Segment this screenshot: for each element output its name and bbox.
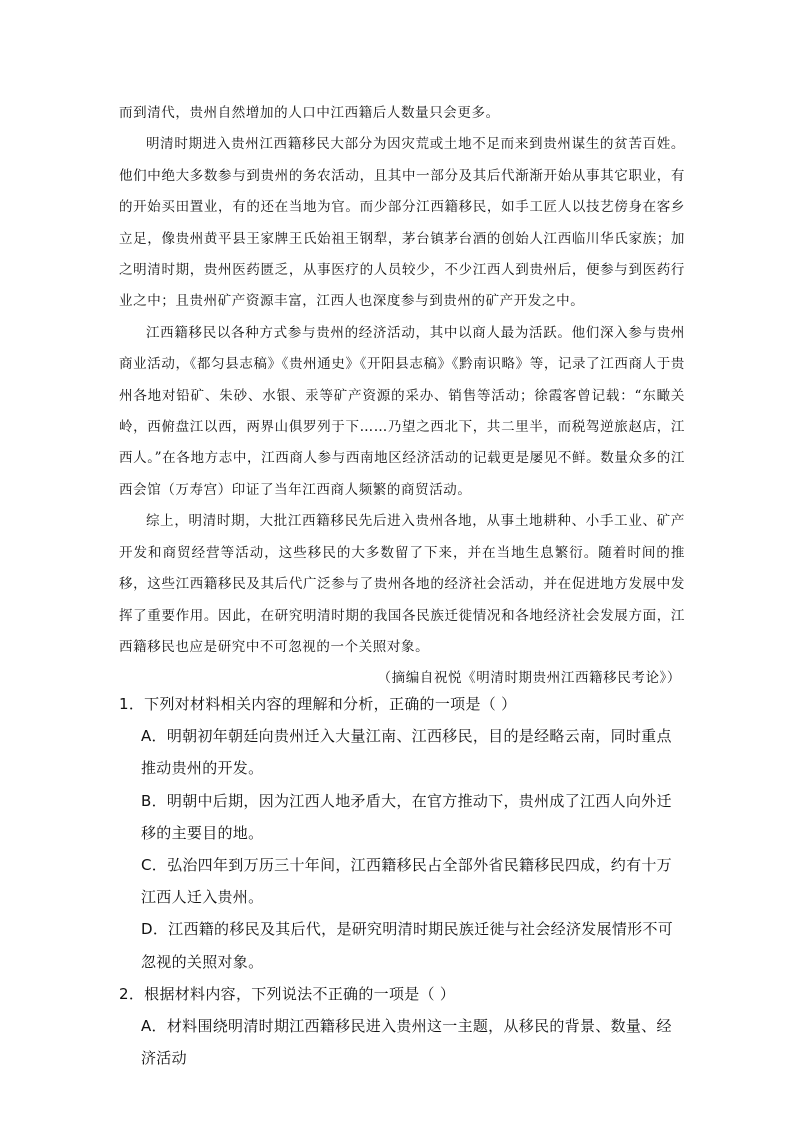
passage-paragraph: 综上，明清时期，大批江西籍移民先后进入贵州各地，从事土地耕种、小手工业、矿产开发和商贸经营等活动，这些移民的大多数留了下来，并在当地生息繁衍。随着时间的推移，这些江西籍移民及其后代广泛参与了贵州各地的经济社会活动，并在促进地方发展中发挥了重要作用。因此，在研究明清时期的我国各民族迁徙情况和各地经济社会发展方面，江西籍移民也应是研究中不可忽视的一个关照对象。 <box>119 513 685 655</box>
reading-passage <box>119 98 685 695</box>
option-d[interactable]: D．江西籍的移民及其后代，是研究明清时期民族迁徙与社会经济发展情形不可忽视的关照对象。 <box>141 920 674 971</box>
option-a[interactable]: A．明朝初年朝廷向贵州迁入大量江南、江西移民，目的是经略云南，同时重点推动贵州的开发。 <box>141 727 672 778</box>
passage-paragraph: 江西籍移民以各种方式参与贵州的经济活动，其中以商人最为活跃。他们深入参与贵州商业活动，《都匀县志稿》《贵州通史》《开阳县志稿》《黔南识略》等，记录了江西商人于贵州各地对铅矿、朱砂、水银、汞等矿产资源的采办、销售等活动；徐霞客曾记载：“东瞰关岭，西俯盘江以西，两界山俱罗列于下……乃望之西北下，共二里半，而税驾逆旅赵店，江西人。”在各地方志中，江西商人参与西南地区经济活动的记载更是屡见不鲜。数量众多的江西会馆（万寿宫）印证了当年江西商人频繁的商贸活动。 <box>119 324 685 498</box>
option-a[interactable]: A．材料围绕明清时期江西籍移民进入贵州这一主题，从移民的背景、数量、经济活动 <box>141 1017 672 1068</box>
question-stem: 2．根据材料内容，下列说法不正确的一项是（ ） <box>119 984 456 1003</box>
passage-paragraph-continuation: 而到清代，贵州自然增加的人口中江西籍后人数量只会更多。 <box>119 105 500 121</box>
question-1 <box>119 688 685 978</box>
passage-paragraph: 明清时期进入贵州江西籍移民大部分为因灾荒或土地不足而来到贵州谋生的贫苦百姓。他们中绝大多数参与到贵州的务农活动，且其中一部分及其后代渐渐开始从事其它职业，有的开始买田置业，有的还在当地为官。而少部分江西籍移民，如手工匠人以技艺傍身在客乡立足，像贵州黄平县王家牌王氏始祖王钢犁，茅台镇茅台酒的创始人江西临川华氏家族；加之明清时期，贵州医药匮乏，从事医疗的人员较少，不少江西人到贵州后，便参与到医药行业之中；且贵州矿产资源丰富，江西人也深度参与到贵州的矿产开发之中。 <box>119 136 685 310</box>
question-2 <box>119 978 685 1075</box>
option-c[interactable]: C．弘治四年到万历三十年间，江西籍移民占全部外省民籍移民四成，约有十万江西人迁入贵州。 <box>141 856 672 907</box>
source-citation: （摘编自祝悦《明清时期贵州江西籍移民考论》） <box>377 670 681 687</box>
question-list <box>119 688 685 1074</box>
option-b[interactable]: B．明朝中后期，因为江西人地矛盾大，在官方推动下，贵州成了江西人向外迁移的主要目的地。 <box>141 791 672 842</box>
question-stem: 1．下列对材料相关内容的理解和分析，正确的一项是（ ） <box>119 695 517 713</box>
